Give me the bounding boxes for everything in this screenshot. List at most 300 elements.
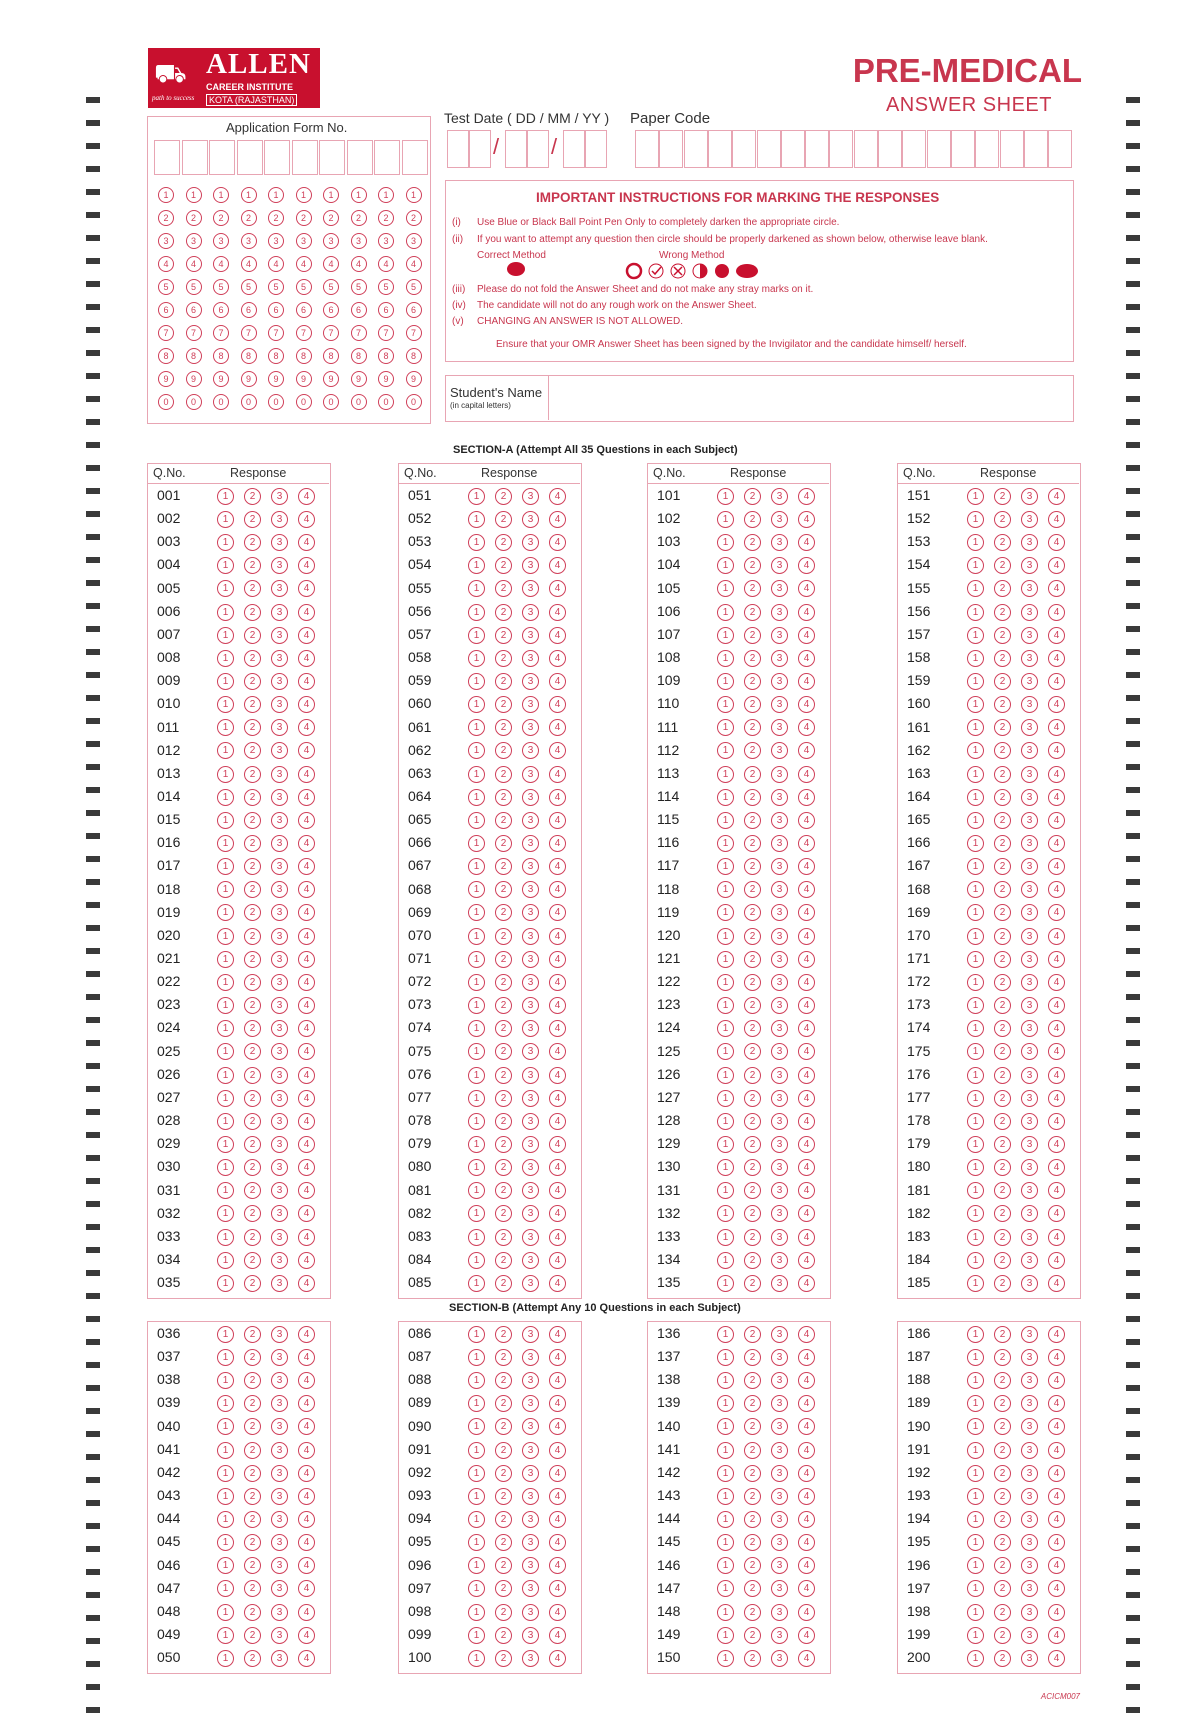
response-bubble[interactable]: 1 xyxy=(468,673,485,690)
application-digit-bubble[interactable]: 2 xyxy=(213,210,229,226)
date-digit-cell[interactable] xyxy=(505,130,527,168)
response-bubble[interactable]: 1 xyxy=(717,696,734,713)
response-bubble[interactable]: 3 xyxy=(271,1580,288,1597)
response-bubble[interactable]: 2 xyxy=(244,1650,261,1667)
response-bubble[interactable]: 1 xyxy=(468,1627,485,1644)
response-bubble[interactable]: 2 xyxy=(994,1067,1011,1084)
response-bubble[interactable]: 3 xyxy=(522,511,539,528)
response-bubble[interactable]: 2 xyxy=(994,1442,1011,1459)
application-digit-bubble[interactable]: 3 xyxy=(296,233,312,249)
response-bubble[interactable]: 4 xyxy=(798,1465,815,1482)
response-bubble[interactable]: 4 xyxy=(298,1136,315,1153)
response-bubble[interactable]: 4 xyxy=(549,1488,566,1505)
response-bubble[interactable]: 4 xyxy=(298,881,315,898)
response-bubble[interactable]: 4 xyxy=(798,1349,815,1366)
application-digit-bubble[interactable]: 2 xyxy=(158,210,174,226)
response-bubble[interactable]: 1 xyxy=(217,650,234,667)
application-digit-bubble[interactable]: 8 xyxy=(158,348,174,364)
response-bubble[interactable]: 4 xyxy=(298,1442,315,1459)
response-bubble[interactable]: 4 xyxy=(798,742,815,759)
response-bubble[interactable]: 2 xyxy=(994,766,1011,783)
response-bubble[interactable]: 2 xyxy=(244,1113,261,1130)
application-digit-bubble[interactable]: 7 xyxy=(323,325,339,341)
response-bubble[interactable]: 4 xyxy=(798,1182,815,1199)
response-bubble[interactable]: 2 xyxy=(495,1580,512,1597)
response-bubble[interactable]: 2 xyxy=(495,858,512,875)
response-bubble[interactable]: 1 xyxy=(217,1557,234,1574)
response-bubble[interactable]: 2 xyxy=(744,1604,761,1621)
application-digit-bubble[interactable]: 6 xyxy=(406,302,422,318)
date-digit-cell[interactable] xyxy=(585,130,607,168)
response-bubble[interactable]: 1 xyxy=(468,1090,485,1107)
response-bubble[interactable]: 2 xyxy=(994,696,1011,713)
response-bubble[interactable]: 3 xyxy=(771,1372,788,1389)
response-bubble[interactable]: 1 xyxy=(717,511,734,528)
response-bubble[interactable]: 1 xyxy=(217,951,234,968)
date-digit-cell[interactable] xyxy=(527,130,549,168)
response-bubble[interactable]: 3 xyxy=(1021,1627,1038,1644)
response-bubble[interactable]: 4 xyxy=(798,1604,815,1621)
response-bubble[interactable]: 3 xyxy=(1021,789,1038,806)
response-bubble[interactable]: 2 xyxy=(495,1488,512,1505)
application-digit-bubble[interactable]: 7 xyxy=(158,325,174,341)
response-bubble[interactable]: 1 xyxy=(717,766,734,783)
application-digit-bubble[interactable]: 4 xyxy=(213,256,229,272)
response-bubble[interactable]: 2 xyxy=(495,650,512,667)
response-bubble[interactable]: 1 xyxy=(217,604,234,621)
response-bubble[interactable]: 1 xyxy=(967,928,984,945)
response-bubble[interactable]: 1 xyxy=(967,1136,984,1153)
response-bubble[interactable]: 4 xyxy=(798,766,815,783)
application-digit-bubble[interactable]: 9 xyxy=(158,371,174,387)
application-digit-bubble[interactable]: 8 xyxy=(296,348,312,364)
application-digit-bubble[interactable]: 7 xyxy=(351,325,367,341)
response-bubble[interactable]: 1 xyxy=(967,1182,984,1199)
response-bubble[interactable]: 1 xyxy=(217,1020,234,1037)
response-bubble[interactable]: 2 xyxy=(244,1229,261,1246)
response-bubble[interactable]: 2 xyxy=(495,951,512,968)
response-bubble[interactable]: 1 xyxy=(967,1020,984,1037)
response-bubble[interactable]: 1 xyxy=(967,1372,984,1389)
response-bubble[interactable]: 1 xyxy=(717,1113,734,1130)
response-bubble[interactable]: 2 xyxy=(495,1650,512,1667)
response-bubble[interactable]: 3 xyxy=(522,1395,539,1412)
application-digit-bubble[interactable]: 4 xyxy=(351,256,367,272)
application-digit-bubble[interactable]: 4 xyxy=(241,256,257,272)
response-bubble[interactable]: 4 xyxy=(1048,881,1065,898)
response-bubble[interactable]: 1 xyxy=(967,580,984,597)
application-digit-bubble[interactable]: 5 xyxy=(158,279,174,295)
response-bubble[interactable]: 1 xyxy=(717,1136,734,1153)
response-bubble[interactable]: 4 xyxy=(298,1511,315,1528)
response-bubble[interactable]: 4 xyxy=(298,488,315,505)
response-bubble[interactable]: 3 xyxy=(1021,696,1038,713)
application-digit-bubble[interactable]: 7 xyxy=(213,325,229,341)
response-bubble[interactable]: 1 xyxy=(468,928,485,945)
response-bubble[interactable]: 1 xyxy=(217,1465,234,1482)
response-bubble[interactable]: 1 xyxy=(217,1090,234,1107)
response-bubble[interactable]: 2 xyxy=(994,673,1011,690)
response-bubble[interactable]: 4 xyxy=(549,1580,566,1597)
response-bubble[interactable]: 1 xyxy=(967,1465,984,1482)
application-digit-bubble[interactable]: 9 xyxy=(186,371,202,387)
response-bubble[interactable]: 1 xyxy=(468,997,485,1014)
response-bubble[interactable]: 4 xyxy=(549,1349,566,1366)
response-bubble[interactable]: 3 xyxy=(771,858,788,875)
response-bubble[interactable]: 4 xyxy=(798,904,815,921)
response-bubble[interactable]: 4 xyxy=(298,719,315,736)
response-bubble[interactable]: 2 xyxy=(244,1604,261,1621)
response-bubble[interactable]: 3 xyxy=(522,1067,539,1084)
response-bubble[interactable]: 1 xyxy=(717,650,734,667)
response-bubble[interactable]: 3 xyxy=(271,1488,288,1505)
response-bubble[interactable]: 4 xyxy=(298,604,315,621)
response-bubble[interactable]: 1 xyxy=(717,951,734,968)
response-bubble[interactable]: 3 xyxy=(271,1229,288,1246)
response-bubble[interactable]: 3 xyxy=(522,673,539,690)
response-bubble[interactable]: 2 xyxy=(994,1349,1011,1366)
application-digit-bubble[interactable]: 5 xyxy=(186,279,202,295)
response-bubble[interactable]: 2 xyxy=(994,534,1011,551)
response-bubble[interactable]: 3 xyxy=(522,1020,539,1037)
response-bubble[interactable]: 4 xyxy=(1048,1465,1065,1482)
response-bubble[interactable]: 4 xyxy=(1048,1326,1065,1343)
response-bubble[interactable]: 3 xyxy=(271,696,288,713)
response-bubble[interactable]: 4 xyxy=(298,511,315,528)
response-bubble[interactable]: 4 xyxy=(798,1113,815,1130)
response-bubble[interactable]: 4 xyxy=(298,650,315,667)
response-bubble[interactable]: 1 xyxy=(967,488,984,505)
response-bubble[interactable]: 2 xyxy=(244,1349,261,1366)
response-bubble[interactable]: 1 xyxy=(468,1229,485,1246)
response-bubble[interactable]: 3 xyxy=(1021,1067,1038,1084)
response-bubble[interactable]: 3 xyxy=(1021,650,1038,667)
response-bubble[interactable]: 1 xyxy=(717,1372,734,1389)
response-bubble[interactable]: 2 xyxy=(244,1020,261,1037)
response-bubble[interactable]: 4 xyxy=(549,742,566,759)
application-digit-bubble[interactable]: 6 xyxy=(268,302,284,318)
response-bubble[interactable]: 2 xyxy=(495,742,512,759)
application-digit-bubble[interactable]: 5 xyxy=(323,279,339,295)
response-bubble[interactable]: 1 xyxy=(217,580,234,597)
response-bubble[interactable]: 3 xyxy=(271,789,288,806)
response-bubble[interactable]: 2 xyxy=(744,557,761,574)
response-bubble[interactable]: 3 xyxy=(771,534,788,551)
response-bubble[interactable]: 1 xyxy=(717,627,734,644)
response-bubble[interactable]: 4 xyxy=(798,1020,815,1037)
response-bubble[interactable]: 2 xyxy=(495,904,512,921)
response-bubble[interactable]: 1 xyxy=(717,881,734,898)
application-digit-cell[interactable] xyxy=(182,140,208,175)
application-digit-cell[interactable] xyxy=(374,140,400,175)
application-digit-bubble[interactable]: 0 xyxy=(241,394,257,410)
paper-code-cell[interactable] xyxy=(902,130,926,168)
response-bubble[interactable]: 1 xyxy=(468,766,485,783)
response-bubble[interactable]: 2 xyxy=(744,488,761,505)
response-bubble[interactable]: 3 xyxy=(771,1205,788,1222)
response-bubble[interactable]: 4 xyxy=(798,580,815,597)
response-bubble[interactable]: 1 xyxy=(717,1465,734,1482)
response-bubble[interactable]: 3 xyxy=(1021,742,1038,759)
response-bubble[interactable]: 4 xyxy=(798,719,815,736)
response-bubble[interactable]: 3 xyxy=(522,557,539,574)
application-digit-bubble[interactable]: 4 xyxy=(158,256,174,272)
paper-code-cell[interactable] xyxy=(732,130,756,168)
response-bubble[interactable]: 1 xyxy=(217,1580,234,1597)
application-digit-cell[interactable] xyxy=(237,140,263,175)
response-bubble[interactable]: 1 xyxy=(217,1252,234,1269)
response-bubble[interactable]: 3 xyxy=(271,766,288,783)
response-bubble[interactable]: 4 xyxy=(1048,1395,1065,1412)
response-bubble[interactable]: 1 xyxy=(217,1395,234,1412)
application-digit-bubble[interactable]: 2 xyxy=(241,210,257,226)
application-digit-bubble[interactable]: 3 xyxy=(323,233,339,249)
response-bubble[interactable]: 1 xyxy=(967,534,984,551)
response-bubble[interactable]: 2 xyxy=(495,1418,512,1435)
response-bubble[interactable]: 1 xyxy=(967,696,984,713)
response-bubble[interactable]: 4 xyxy=(298,1627,315,1644)
response-bubble[interactable]: 1 xyxy=(217,1229,234,1246)
response-bubble[interactable]: 4 xyxy=(1048,742,1065,759)
response-bubble[interactable]: 1 xyxy=(717,719,734,736)
application-digit-bubble[interactable]: 0 xyxy=(186,394,202,410)
application-digit-bubble[interactable]: 5 xyxy=(268,279,284,295)
response-bubble[interactable]: 4 xyxy=(298,951,315,968)
response-bubble[interactable]: 3 xyxy=(1021,534,1038,551)
response-bubble[interactable]: 4 xyxy=(549,928,566,945)
response-bubble[interactable]: 2 xyxy=(244,1275,261,1292)
response-bubble[interactable]: 1 xyxy=(217,696,234,713)
response-bubble[interactable]: 2 xyxy=(495,974,512,991)
application-digit-bubble[interactable]: 3 xyxy=(186,233,202,249)
application-digit-bubble[interactable]: 5 xyxy=(213,279,229,295)
response-bubble[interactable]: 4 xyxy=(798,1043,815,1060)
response-bubble[interactable]: 4 xyxy=(549,1465,566,1482)
response-bubble[interactable]: 1 xyxy=(217,789,234,806)
response-bubble[interactable]: 2 xyxy=(495,1229,512,1246)
response-bubble[interactable]: 2 xyxy=(244,974,261,991)
response-bubble[interactable]: 1 xyxy=(967,1557,984,1574)
response-bubble[interactable]: 3 xyxy=(771,1275,788,1292)
response-bubble[interactable]: 1 xyxy=(468,1650,485,1667)
response-bubble[interactable]: 4 xyxy=(298,742,315,759)
response-bubble[interactable]: 4 xyxy=(549,951,566,968)
application-digit-bubble[interactable]: 6 xyxy=(351,302,367,318)
response-bubble[interactable]: 4 xyxy=(549,1372,566,1389)
response-bubble[interactable]: 3 xyxy=(271,928,288,945)
paper-code-cell[interactable] xyxy=(757,130,781,168)
response-bubble[interactable]: 3 xyxy=(522,789,539,806)
response-bubble[interactable]: 3 xyxy=(1021,858,1038,875)
application-digit-cell[interactable] xyxy=(154,140,180,175)
response-bubble[interactable]: 4 xyxy=(1048,1020,1065,1037)
response-bubble[interactable]: 3 xyxy=(1021,904,1038,921)
response-bubble[interactable]: 3 xyxy=(1021,1182,1038,1199)
response-bubble[interactable]: 3 xyxy=(271,534,288,551)
response-bubble[interactable]: 3 xyxy=(271,742,288,759)
response-bubble[interactable]: 1 xyxy=(717,1067,734,1084)
response-bubble[interactable]: 4 xyxy=(298,1252,315,1269)
response-bubble[interactable]: 3 xyxy=(271,881,288,898)
application-digit-bubble[interactable]: 3 xyxy=(158,233,174,249)
response-bubble[interactable]: 4 xyxy=(298,557,315,574)
response-bubble[interactable]: 4 xyxy=(1048,904,1065,921)
application-digit-bubble[interactable]: 4 xyxy=(406,256,422,272)
response-bubble[interactable]: 3 xyxy=(771,766,788,783)
response-bubble[interactable]: 1 xyxy=(217,719,234,736)
response-bubble[interactable]: 4 xyxy=(549,1275,566,1292)
response-bubble[interactable]: 3 xyxy=(271,1043,288,1060)
application-digit-bubble[interactable]: 2 xyxy=(268,210,284,226)
response-bubble[interactable]: 3 xyxy=(271,951,288,968)
response-bubble[interactable]: 2 xyxy=(744,1326,761,1343)
response-bubble[interactable]: 4 xyxy=(798,997,815,1014)
application-digit-bubble[interactable]: 4 xyxy=(378,256,394,272)
response-bubble[interactable]: 3 xyxy=(771,1182,788,1199)
response-bubble[interactable]: 4 xyxy=(298,974,315,991)
response-bubble[interactable]: 1 xyxy=(967,1627,984,1644)
response-bubble[interactable]: 3 xyxy=(522,1275,539,1292)
response-bubble[interactable]: 4 xyxy=(1048,1627,1065,1644)
response-bubble[interactable]: 1 xyxy=(217,881,234,898)
response-bubble[interactable]: 1 xyxy=(468,1488,485,1505)
application-digit-cell[interactable] xyxy=(292,140,318,175)
response-bubble[interactable]: 3 xyxy=(522,696,539,713)
response-bubble[interactable]: 4 xyxy=(1048,719,1065,736)
application-digit-bubble[interactable]: 6 xyxy=(186,302,202,318)
response-bubble[interactable]: 4 xyxy=(549,511,566,528)
response-bubble[interactable]: 3 xyxy=(271,1067,288,1084)
response-bubble[interactable]: 2 xyxy=(744,1136,761,1153)
response-bubble[interactable]: 3 xyxy=(771,1488,788,1505)
response-bubble[interactable]: 3 xyxy=(522,951,539,968)
application-digit-bubble[interactable]: 2 xyxy=(406,210,422,226)
response-bubble[interactable]: 4 xyxy=(298,580,315,597)
response-bubble[interactable]: 4 xyxy=(298,1604,315,1621)
response-bubble[interactable]: 2 xyxy=(994,812,1011,829)
response-bubble[interactable]: 4 xyxy=(1048,1205,1065,1222)
application-digit-bubble[interactable]: 5 xyxy=(296,279,312,295)
response-bubble[interactable]: 3 xyxy=(771,557,788,574)
response-bubble[interactable]: 4 xyxy=(1048,1650,1065,1667)
response-bubble[interactable]: 3 xyxy=(271,1627,288,1644)
response-bubble[interactable]: 3 xyxy=(1021,997,1038,1014)
response-bubble[interactable]: 3 xyxy=(271,627,288,644)
response-bubble[interactable]: 3 xyxy=(522,1557,539,1574)
response-bubble[interactable]: 4 xyxy=(798,1067,815,1084)
response-bubble[interactable]: 4 xyxy=(798,858,815,875)
response-bubble[interactable]: 3 xyxy=(771,627,788,644)
response-bubble[interactable]: 2 xyxy=(495,812,512,829)
response-bubble[interactable]: 4 xyxy=(549,580,566,597)
response-bubble[interactable]: 3 xyxy=(771,1627,788,1644)
response-bubble[interactable]: 1 xyxy=(468,1372,485,1389)
response-bubble[interactable]: 2 xyxy=(994,1020,1011,1037)
response-bubble[interactable]: 1 xyxy=(967,997,984,1014)
response-bubble[interactable]: 4 xyxy=(549,557,566,574)
application-digit-bubble[interactable]: 7 xyxy=(296,325,312,341)
response-bubble[interactable]: 4 xyxy=(298,1275,315,1292)
response-bubble[interactable]: 2 xyxy=(495,1349,512,1366)
response-bubble[interactable]: 2 xyxy=(244,1067,261,1084)
response-bubble[interactable]: 2 xyxy=(244,1182,261,1199)
response-bubble[interactable]: 4 xyxy=(549,1113,566,1130)
response-bubble[interactable]: 2 xyxy=(495,1113,512,1130)
response-bubble[interactable]: 3 xyxy=(771,1136,788,1153)
response-bubble[interactable]: 4 xyxy=(298,1650,315,1667)
response-bubble[interactable]: 1 xyxy=(217,1159,234,1176)
response-bubble[interactable]: 4 xyxy=(549,488,566,505)
response-bubble[interactable]: 4 xyxy=(798,1090,815,1107)
response-bubble[interactable]: 2 xyxy=(244,1205,261,1222)
response-bubble[interactable]: 2 xyxy=(994,858,1011,875)
response-bubble[interactable]: 4 xyxy=(549,1043,566,1060)
response-bubble[interactable]: 2 xyxy=(495,1442,512,1459)
response-bubble[interactable]: 4 xyxy=(1048,1418,1065,1435)
application-digit-bubble[interactable]: 7 xyxy=(406,325,422,341)
response-bubble[interactable]: 2 xyxy=(244,1159,261,1176)
paper-code-cell[interactable] xyxy=(1048,130,1072,168)
response-bubble[interactable]: 2 xyxy=(994,488,1011,505)
response-bubble[interactable]: 3 xyxy=(271,997,288,1014)
response-bubble[interactable]: 1 xyxy=(967,1067,984,1084)
response-bubble[interactable]: 3 xyxy=(522,1136,539,1153)
response-bubble[interactable]: 2 xyxy=(244,742,261,759)
response-bubble[interactable]: 3 xyxy=(771,1650,788,1667)
response-bubble[interactable]: 4 xyxy=(298,1326,315,1343)
response-bubble[interactable]: 3 xyxy=(771,1043,788,1060)
response-bubble[interactable]: 3 xyxy=(771,1580,788,1597)
response-bubble[interactable]: 3 xyxy=(522,835,539,852)
response-bubble[interactable]: 1 xyxy=(717,997,734,1014)
response-bubble[interactable]: 4 xyxy=(798,1136,815,1153)
response-bubble[interactable]: 1 xyxy=(468,534,485,551)
response-bubble[interactable]: 2 xyxy=(244,1090,261,1107)
response-bubble[interactable]: 4 xyxy=(549,627,566,644)
response-bubble[interactable]: 2 xyxy=(994,1650,1011,1667)
response-bubble[interactable]: 1 xyxy=(468,951,485,968)
response-bubble[interactable]: 3 xyxy=(1021,1418,1038,1435)
response-bubble[interactable]: 1 xyxy=(468,1067,485,1084)
application-digit-bubble[interactable]: 6 xyxy=(378,302,394,318)
response-bubble[interactable]: 4 xyxy=(798,511,815,528)
response-bubble[interactable]: 2 xyxy=(994,742,1011,759)
response-bubble[interactable]: 4 xyxy=(298,673,315,690)
response-bubble[interactable]: 1 xyxy=(717,1205,734,1222)
response-bubble[interactable]: 1 xyxy=(468,812,485,829)
response-bubble[interactable]: 2 xyxy=(994,650,1011,667)
response-bubble[interactable]: 4 xyxy=(298,928,315,945)
response-bubble[interactable]: 3 xyxy=(771,1349,788,1366)
response-bubble[interactable]: 1 xyxy=(468,1252,485,1269)
response-bubble[interactable]: 3 xyxy=(771,904,788,921)
response-bubble[interactable]: 1 xyxy=(967,1580,984,1597)
response-bubble[interactable]: 2 xyxy=(244,1511,261,1528)
response-bubble[interactable]: 1 xyxy=(967,858,984,875)
response-bubble[interactable]: 3 xyxy=(1021,1205,1038,1222)
application-digit-bubble[interactable]: 1 xyxy=(296,187,312,203)
response-bubble[interactable]: 4 xyxy=(549,1205,566,1222)
response-bubble[interactable]: 4 xyxy=(298,1580,315,1597)
response-bubble[interactable]: 4 xyxy=(798,627,815,644)
response-bubble[interactable]: 3 xyxy=(771,1326,788,1343)
response-bubble[interactable]: 4 xyxy=(549,997,566,1014)
response-bubble[interactable]: 1 xyxy=(468,1511,485,1528)
response-bubble[interactable]: 3 xyxy=(771,1067,788,1084)
response-bubble[interactable]: 3 xyxy=(771,789,788,806)
response-bubble[interactable]: 3 xyxy=(771,1534,788,1551)
response-bubble[interactable]: 2 xyxy=(495,511,512,528)
